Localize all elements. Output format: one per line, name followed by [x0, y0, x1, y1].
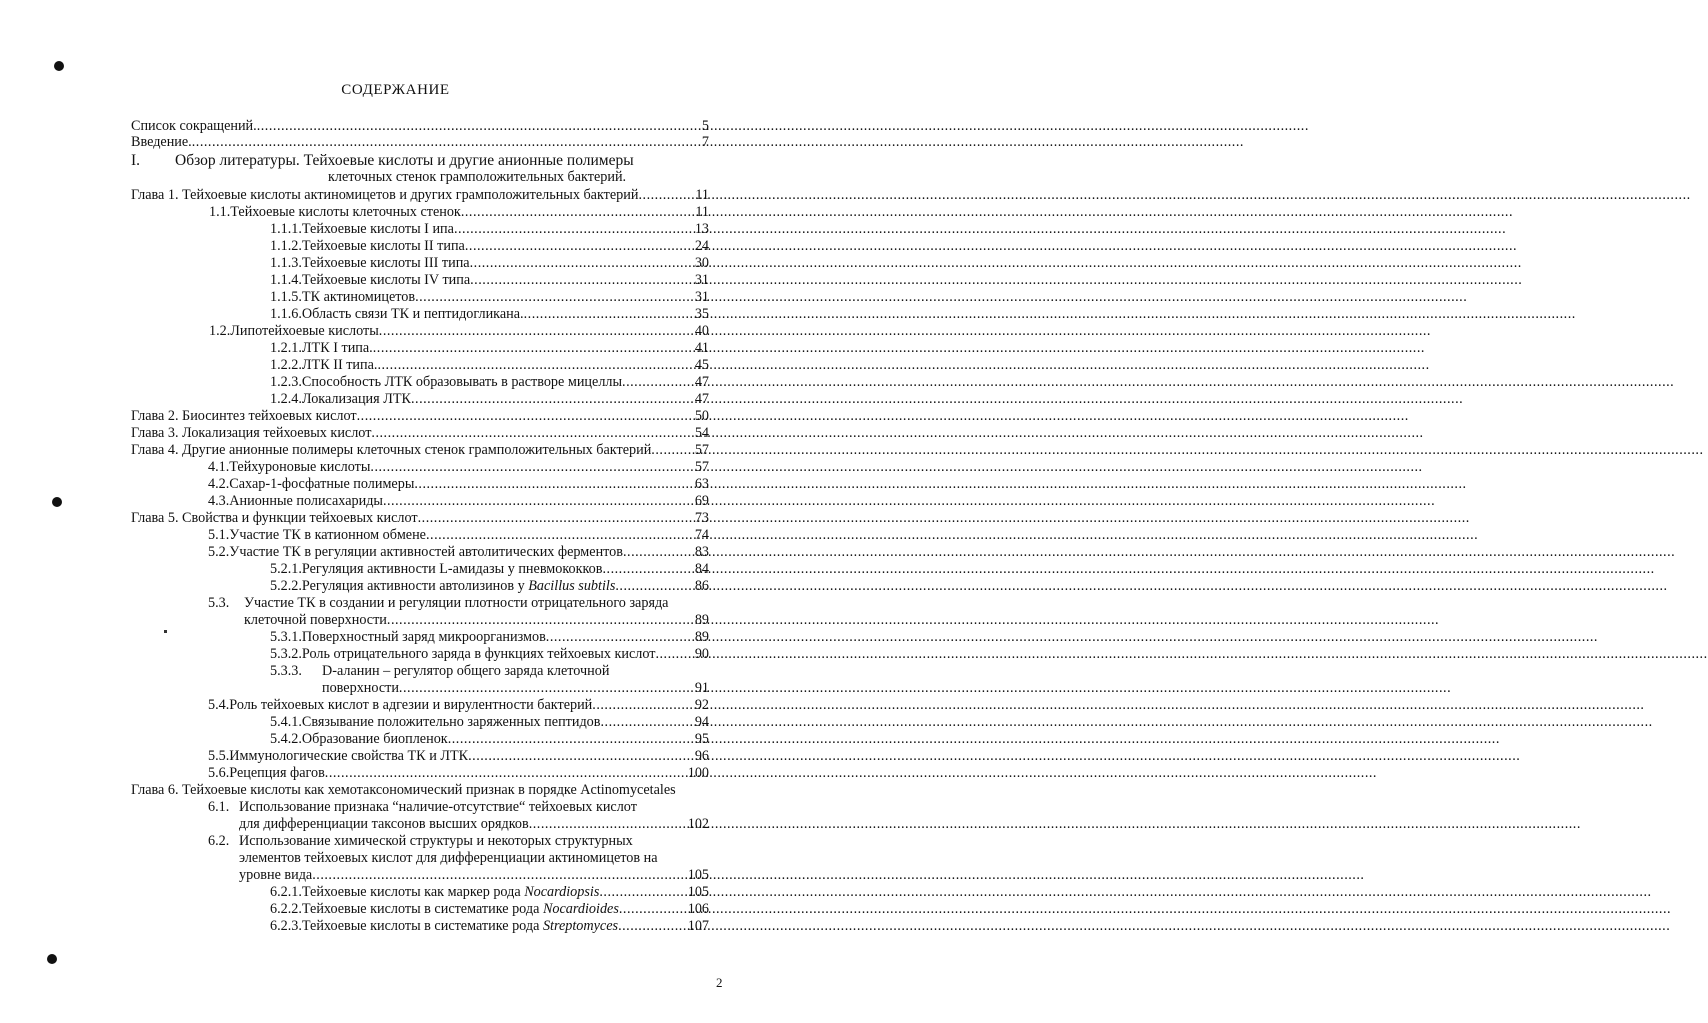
toc-entry-page: 7 [701, 134, 709, 150]
toc-entry-text: Локализация ЛТК [301, 391, 411, 407]
toc-entry-text: Анионные полисахариды [229, 493, 383, 509]
toc-entry-number: 1.2. [209, 323, 231, 339]
toc-entry-title [131, 118, 257, 134]
toc-entry-page: 41 [694, 340, 709, 356]
toc-entry-text: клеточных стенок грамположительных бактерий. [328, 169, 627, 185]
toc-entry-page: 95 [694, 731, 709, 747]
scan-speck [164, 630, 167, 633]
toc-entry-title [302, 289, 415, 305]
toc-entry [131, 510, 709, 526]
toc-leader-dots [415, 289, 695, 305]
toc-entry-title [302, 561, 603, 577]
toc-entry-title [131, 187, 638, 203]
toc-leader-dots [383, 493, 695, 509]
toc-leader-dots [411, 391, 695, 407]
toc-entry-text: Роль тейхоевых кислот в адгезии и вирулентности бактерий [229, 697, 593, 713]
toc-leader-dots [257, 118, 702, 134]
toc-entry [270, 357, 709, 373]
toc-entry-title [302, 646, 656, 662]
toc-entry-page: 100 [687, 765, 709, 781]
toc-entry-text: Рецепция фагов [229, 765, 325, 781]
toc-entry-title [302, 714, 601, 730]
toc-entry-taxon: Nocardioides [542, 901, 619, 917]
toc-entry [131, 118, 709, 134]
toc-entry-number: 5.3.3. [270, 663, 302, 679]
toc-entry-text: Регуляция активности L-амидазы у пневмококков [301, 561, 603, 577]
toc-leader-dots [602, 561, 694, 577]
toc-entry-title [239, 850, 658, 866]
toc-entry-title [229, 527, 426, 543]
toc-entry-page: 31 [694, 289, 709, 305]
toc-entry-title [302, 731, 448, 747]
toc-entry-title [131, 510, 418, 526]
toc-leader-dots [461, 204, 696, 220]
toc-entry-title [230, 204, 461, 220]
toc-entry-text: элементов тейхоевых кислот для дифференциации актиномицетов на [239, 850, 658, 866]
toc-entry-title [230, 323, 379, 339]
toc-entry-title [302, 272, 470, 288]
toc-entry-title [302, 578, 615, 594]
toc-entry-page: 35 [694, 306, 709, 322]
toc-entry-page: 11 [695, 204, 709, 220]
toc-entry [270, 884, 709, 900]
toc-entry-page: 86 [694, 578, 709, 594]
toc-leader-dots [426, 527, 695, 543]
toc-leader-dots [600, 714, 694, 730]
toc-entry-title [302, 238, 465, 254]
toc-entry-page: 63 [694, 476, 709, 492]
toc-entry-page: 96 [694, 748, 709, 764]
toc-entry-text: Тейхоевые кислоты как маркер рода [301, 884, 525, 900]
toc-entry [208, 799, 637, 815]
toc-entry-text: Список сокращений. [131, 118, 257, 134]
toc-entry [209, 204, 709, 220]
binder-hole-bottom [47, 954, 57, 964]
toc-entry-title [229, 748, 468, 764]
toc-entry [270, 578, 709, 594]
toc-entry-text: Использование признака “наличие-отсутствие“ тейхоевых кислот [239, 799, 637, 815]
toc-entry [270, 714, 709, 730]
toc-entry-page: 13 [694, 221, 709, 237]
toc-entry-title [131, 134, 192, 150]
toc-entry-number: 5.3.2. [270, 646, 302, 662]
toc-entry-number: 5.4. [208, 697, 230, 713]
toc-leader-dots [470, 272, 695, 288]
toc-entry [270, 918, 709, 934]
toc-entry-title [229, 459, 370, 475]
toc-entry-title [302, 629, 546, 645]
toc-entry [270, 731, 709, 747]
toc-entry-number: 4.3. [208, 493, 230, 509]
toc-entry [131, 134, 709, 150]
toc-leader-dots [312, 867, 687, 883]
toc-entry-page: 5 [701, 118, 709, 134]
toc-entry-number: 5.4.2. [270, 731, 302, 747]
toc-entry [131, 408, 709, 424]
toc-entry-number: 1.2.1. [270, 340, 302, 356]
toc-entry-number: 6.2.3. [270, 918, 302, 934]
toc-entry-number: 1.1.6. [270, 306, 302, 322]
toc-entry-title [239, 816, 529, 832]
toc-leader-dots [615, 578, 694, 594]
toc-leader-dots [377, 357, 694, 373]
toc-entry-text: для дифференциации таксонов высших орядков [239, 816, 529, 832]
toc-leader-dots [651, 442, 695, 458]
toc-entry-title [302, 901, 619, 917]
toc-entry-title [328, 169, 626, 185]
toc-entry-taxon: Bacillus subtils [528, 578, 616, 594]
toc-entry-text: Участие ТК в создании и регуляции плотности отрицательного заряда [244, 595, 669, 611]
toc-leader-dots [599, 884, 687, 900]
toc-entry-page: 105 [687, 884, 709, 900]
toc-entry-text: Тейхоевые кислоты I ипа [301, 221, 454, 237]
toc-entry [270, 221, 709, 237]
toc-leader-dots [370, 459, 694, 475]
toc-leader-dots [619, 901, 688, 917]
toc-entry-number: 4.2. [208, 476, 230, 492]
toc-entry-text: Участие ТК в катионном обмене [229, 527, 426, 543]
toc-entry-title [229, 493, 383, 509]
toc-entry-number: 1.1.5. [270, 289, 302, 305]
toc-leader-dots [622, 374, 695, 390]
toc-entry-text: Сахар-1-фосфатные полимеры [229, 476, 415, 492]
toc-entry-text: уровне вида [239, 867, 313, 883]
toc-entry-page: 24 [694, 238, 709, 254]
toc-entry-title [302, 340, 373, 356]
toc-entry [131, 442, 709, 458]
toc-entry-page: 50 [694, 408, 709, 424]
toc-entry-page: 54 [694, 425, 709, 441]
toc-entry-number: 5.2. [208, 544, 230, 560]
toc-entry-number: I. [131, 152, 141, 169]
toc-entry-page: 73 [694, 510, 709, 526]
toc-entry-text: Поверхностный заряд микроорганизмов [301, 629, 546, 645]
toc-entry-page: 31 [694, 272, 709, 288]
toc-entry-text: Глава 4. Другие анионные полимеры клеточных стенок грамположительных бактерий [131, 442, 652, 458]
toc-entry-number: 1.1.2. [270, 238, 302, 254]
toc-entry-page: 47 [694, 391, 709, 407]
toc-entry [208, 544, 709, 560]
toc-entry-page: 11 [695, 187, 709, 203]
toc-leader-dots [399, 680, 695, 696]
toc-entry-page: 92 [694, 697, 709, 713]
toc-entry-text: ЛТК II типа. [301, 357, 378, 373]
toc-entry [270, 374, 709, 390]
toc-entry-number: 1.2.3. [270, 374, 302, 390]
toc-entry [244, 612, 709, 628]
toc-entry-title [302, 221, 454, 237]
toc-entry-text: Глава 5. Свойства и функции тейхоевых кислот [131, 510, 418, 526]
page-title: СОДЕРЖАНИЕ [341, 82, 450, 98]
toc-entry-text: D-аланин – регулятор общего заряда клеточной [322, 663, 610, 679]
toc-entry-number: 1.1.4. [270, 272, 302, 288]
toc-entry-text: Тейхоевые кислоты в систематике рода [301, 918, 543, 934]
toc-entry-text: ТК актиномицетов [301, 289, 416, 305]
toc-entry-page: 69 [694, 493, 709, 509]
toc-entry-text: Глава 1. Тейхоевые кислоты актиномицетов и других грамположительных бактерий [131, 187, 639, 203]
toc-entry-text: Образование биопленок [301, 731, 448, 747]
toc-entry-page: 40 [694, 323, 709, 339]
toc-leader-dots [655, 646, 694, 662]
toc-leader-dots [371, 425, 694, 441]
toc-leader-dots [379, 323, 695, 339]
toc-entry-number: 5.6. [208, 765, 230, 781]
toc-entry-number: 5.1. [208, 527, 230, 543]
toc-entry [208, 459, 709, 475]
toc-entry-title [302, 918, 618, 934]
toc-entry-title [131, 408, 357, 424]
toc-entry-text: Тейхоевые кислоты клеточных стенок [230, 204, 461, 220]
toc-leader-dots [529, 816, 688, 832]
toc-entry-text: Глава 6. Тейхоевые кислоты как хемотаксономический признак в порядке Actinomycetales [131, 782, 676, 798]
toc-leader-dots [387, 612, 695, 628]
toc-entry-text: Липотейхоевые кислоты [230, 323, 379, 339]
toc-entry-title [229, 765, 325, 781]
toc-entry-title [131, 442, 651, 458]
toc-entry [131, 187, 709, 203]
toc-entry-number: 1.1.3. [270, 255, 302, 271]
document-page [0, 0, 791, 1023]
toc-leader-dots [192, 134, 702, 150]
toc-entry-page: 84 [694, 561, 709, 577]
toc-entry-text: ЛТК I типа. [301, 340, 373, 356]
toc-entry-text: клеточной поверхности [244, 612, 387, 628]
toc-entry-text: Связывание положительно заряженных пептидов [301, 714, 601, 730]
toc-entry [208, 697, 709, 713]
toc-entry [131, 152, 634, 170]
toc-entry-page: 47 [694, 374, 709, 390]
toc-leader-dots [592, 697, 695, 713]
toc-entry-number: 6.2.1. [270, 884, 302, 900]
toc-entry-page: 107 [687, 918, 709, 934]
toc-leader-dots [414, 476, 694, 492]
toc-entry-title [229, 697, 592, 713]
toc-entry-page: 106 [687, 901, 709, 917]
toc-entry-number: 5.3.1. [270, 629, 302, 645]
page-number: 2 [716, 975, 723, 990]
toc-entry-text: Введение. [131, 134, 192, 150]
toc-entry [208, 595, 668, 611]
toc-entry-number: 6.2.2. [270, 901, 302, 917]
toc-entry-number: 5.2.1. [270, 561, 302, 577]
toc-entry-title [131, 425, 371, 441]
toc-leader-dots [465, 238, 695, 254]
toc-entry [270, 289, 709, 305]
toc-entry-page: 89 [694, 629, 709, 645]
toc-leader-dots [524, 306, 695, 322]
toc-entry-page: 91 [694, 680, 709, 696]
toc-entry [270, 340, 709, 356]
toc-entry [208, 833, 633, 849]
toc-entry-taxon: Streptomyces [542, 918, 619, 934]
toc-entry-text: Регуляция активности автолизинов у [301, 578, 529, 594]
toc-entry-title [239, 799, 637, 815]
toc-entry-title [229, 476, 414, 492]
toc-entry-title [239, 867, 312, 883]
toc-entry-number: 1.1.1. [270, 221, 302, 237]
toc-entry [239, 816, 709, 832]
toc-entry-number: 1.1. [209, 204, 231, 220]
toc-entry [270, 663, 609, 679]
toc-entry-page: 57 [694, 459, 709, 475]
toc-entry-page: 74 [694, 527, 709, 543]
toc-entry-text: Тейхуроновые кислоты [229, 459, 371, 475]
toc-entry-page: 102 [687, 816, 709, 832]
toc-entry-number: 1.2.2. [270, 357, 302, 373]
toc-leader-dots [468, 748, 695, 764]
toc-entry-title [302, 255, 470, 271]
toc-entry-taxon: Nocardiopsis [524, 884, 600, 900]
toc-entry-number: 1.2.4. [270, 391, 302, 407]
toc-entry-title [302, 306, 524, 322]
toc-entry-text: Область связи ТК и пептидогликана. [301, 306, 524, 322]
toc-entry-title [302, 374, 622, 390]
toc-entry [270, 901, 709, 917]
toc-entry-number: 5.4.1. [270, 714, 302, 730]
binder-hole-top [54, 61, 64, 71]
toc-entry-number: 6.2. [208, 833, 230, 849]
toc-entry [322, 680, 709, 696]
toc-entry [208, 527, 709, 543]
toc-leader-dots [418, 510, 695, 526]
toc-entry [131, 782, 676, 798]
toc-entry-number: 6.1. [208, 799, 230, 815]
toc-leader-dots [454, 221, 695, 237]
toc-leader-dots [546, 629, 695, 645]
toc-entry-text: Тейхоевые кислоты в систематике рода [301, 901, 543, 917]
toc-entry-number: 5.5. [208, 748, 230, 764]
toc-entry [208, 748, 709, 764]
toc-entry-title [244, 595, 668, 611]
toc-entry [239, 867, 709, 883]
toc-entry [239, 850, 658, 866]
toc-entry [208, 765, 709, 781]
toc-leader-dots [618, 918, 688, 934]
toc-entry-title [302, 391, 411, 407]
toc-entry-text: Глава 3. Локализация тейхоевых кислот [131, 425, 372, 441]
toc-entry [209, 323, 709, 339]
toc-entry [270, 306, 709, 322]
toc-entry-text: Иммунологические свойства ТК и ЛТК [229, 748, 469, 764]
toc-entry [208, 476, 709, 492]
toc-entry [208, 493, 709, 509]
toc-entry-text: Способность ЛТК образовывать в растворе мицеллы [301, 374, 623, 390]
toc-entry-title [302, 884, 599, 900]
toc-entry-title [302, 357, 378, 373]
toc-entry-title [229, 544, 623, 560]
toc-entry-number: 4.1. [208, 459, 230, 475]
toc-entry-number: 5.2.2. [270, 578, 302, 594]
toc-entry-title [244, 612, 387, 628]
toc-entry [270, 391, 709, 407]
toc-entry-text: поверхности [322, 680, 399, 696]
toc-entry-page: 90 [694, 646, 709, 662]
toc-leader-dots [325, 765, 688, 781]
toc-entry-number: 5.3. [208, 595, 230, 611]
toc-entry-title [239, 833, 633, 849]
toc-entry [131, 425, 709, 441]
toc-entry-page: 30 [694, 255, 709, 271]
toc-entry-page: 57 [694, 442, 709, 458]
toc-entry [270, 238, 709, 254]
toc-entry [270, 561, 709, 577]
toc-entry-text: Глава 2. Биосинтез тейхоевых кислот [131, 408, 357, 424]
toc-entry-page: 105 [687, 867, 709, 883]
toc-leader-dots [373, 340, 695, 356]
toc-entry-page: 83 [694, 544, 709, 560]
toc-entry-text: Использование химической структуры и некоторых структурных [239, 833, 633, 849]
binder-hole-middle [52, 497, 62, 507]
toc-leader-dots [623, 544, 695, 560]
toc-entry-text: Обзор литературы. Тейхоевые кислоты и другие анионные полимеры [175, 152, 634, 169]
toc-entry [270, 646, 709, 662]
toc-entry-text: Тейхоевые кислоты III типа [301, 255, 470, 271]
toc-entry-text: Участие ТК в регуляции активностей автолитических ферментов [229, 544, 623, 560]
toc-leader-dots [357, 408, 695, 424]
toc-entry-title [131, 782, 676, 798]
toc-entry [328, 169, 626, 185]
toc-entry-title [175, 152, 634, 169]
toc-entry-title [322, 663, 609, 679]
toc-entry-title [322, 680, 399, 696]
toc-entry [270, 629, 709, 645]
toc-leader-dots [448, 731, 695, 747]
toc-entry-page: 89 [694, 612, 709, 628]
toc-entry-text: Роль отрицательного заряда в функциях тейхоевых кислот [301, 646, 656, 662]
toc-entry [270, 255, 709, 271]
toc-leader-dots [470, 255, 695, 271]
toc-entry-text: Тейхоевые кислоты IV типа [301, 272, 471, 288]
toc-leader-dots [638, 187, 695, 203]
toc-entry-page: 94 [694, 714, 709, 730]
toc-entry-text: Тейхоевые кислоты II типа [301, 238, 465, 254]
toc-entry-page: 45 [694, 357, 709, 373]
toc-entry [270, 272, 709, 288]
